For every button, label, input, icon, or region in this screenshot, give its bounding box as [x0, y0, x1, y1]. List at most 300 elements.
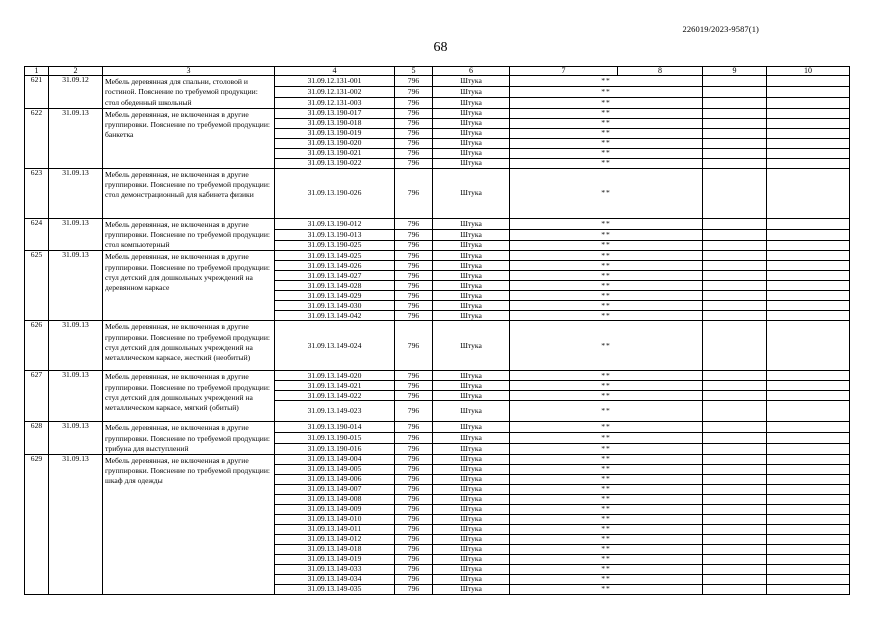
unit-name: Штука — [433, 585, 510, 595]
empty-cell — [703, 281, 767, 291]
mark-cell: ** — [510, 87, 703, 98]
okei-code: 796 — [395, 565, 433, 575]
empty-cell — [703, 433, 767, 444]
okpd-code: 31.09.12 — [49, 76, 103, 109]
empty-cell — [767, 465, 850, 475]
empty-cell — [703, 229, 767, 240]
column-header: 6 — [433, 67, 510, 76]
column-header: 8 — [618, 67, 703, 76]
okei-code: 796 — [395, 475, 433, 485]
empty-cell — [767, 565, 850, 575]
item-number: 628 — [25, 422, 49, 455]
empty-cell — [703, 485, 767, 495]
item-number: 624 — [25, 218, 49, 251]
empty-cell — [703, 545, 767, 555]
unit-name: Штука — [433, 475, 510, 485]
document-number: 226019/2023-9587(1) — [682, 24, 759, 34]
ktru-code: 31.09.13.190-017 — [275, 108, 395, 118]
unit-name: Штука — [433, 281, 510, 291]
empty-cell — [703, 422, 767, 433]
empty-cell — [767, 381, 850, 391]
column-header: 5 — [395, 67, 433, 76]
unit-name: Штука — [433, 76, 510, 87]
ktru-code: 31.09.13.149-034 — [275, 575, 395, 585]
okpd-code: 31.09.13 — [49, 218, 103, 251]
okpd-code: 31.09.13 — [49, 422, 103, 455]
page-number: 68 — [433, 40, 448, 55]
empty-cell — [703, 525, 767, 535]
empty-cell — [703, 138, 767, 148]
item-description: Мебель деревянная, не включенная в другие группировки. Пояснение по требуемой продукции: стол демонстрационный для кабинета физики — [103, 168, 275, 218]
empty-cell — [767, 391, 850, 401]
mark-cell: ** — [510, 108, 703, 118]
mark-cell: ** — [510, 391, 703, 401]
empty-cell — [767, 505, 850, 515]
mark-cell: ** — [510, 381, 703, 391]
okei-code: 796 — [395, 301, 433, 311]
ktru-code: 31.09.13.149-005 — [275, 465, 395, 475]
item-number: 627 — [25, 371, 49, 422]
okei-code: 796 — [395, 535, 433, 545]
ktru-code: 31.09.13.149-025 — [275, 251, 395, 261]
okpd-code: 31.09.13 — [49, 455, 103, 595]
mark-cell: ** — [510, 240, 703, 251]
ktru-code: 31.09.12.131-003 — [275, 97, 395, 108]
empty-cell — [703, 401, 767, 422]
empty-cell — [703, 495, 767, 505]
empty-cell — [703, 291, 767, 301]
okei-code: 796 — [395, 555, 433, 565]
unit-name: Штука — [433, 321, 510, 371]
okei-code: 796 — [395, 138, 433, 148]
ktru-code: 31.09.13.149-011 — [275, 525, 395, 535]
unit-name: Штука — [433, 87, 510, 98]
ktru-code: 31.09.13.149-030 — [275, 301, 395, 311]
empty-cell — [703, 240, 767, 251]
mark-cell: ** — [510, 433, 703, 444]
column-header: 4 — [275, 67, 395, 76]
okei-code: 796 — [395, 229, 433, 240]
okei-code: 796 — [395, 97, 433, 108]
ktru-code: 31.09.13.149-026 — [275, 261, 395, 271]
empty-cell — [767, 371, 850, 381]
okei-code: 796 — [395, 168, 433, 218]
mark-cell: ** — [510, 565, 703, 575]
item-number: 621 — [25, 76, 49, 109]
table-row — [25, 422, 850, 433]
mark-cell: ** — [510, 422, 703, 433]
okei-code: 796 — [395, 261, 433, 271]
mark-cell: ** — [510, 128, 703, 138]
okei-code: 796 — [395, 444, 433, 455]
unit-name: Штука — [433, 401, 510, 422]
unit-name: Штука — [433, 575, 510, 585]
empty-cell — [767, 229, 850, 240]
mark-cell: ** — [510, 465, 703, 475]
mark-cell: ** — [510, 545, 703, 555]
unit-name: Штука — [433, 455, 510, 465]
table-row — [25, 218, 850, 229]
mark-cell: ** — [510, 515, 703, 525]
okei-code: 796 — [395, 465, 433, 475]
empty-cell — [767, 218, 850, 229]
unit-name: Штука — [433, 465, 510, 475]
empty-cell — [703, 118, 767, 128]
okpd-code: 31.09.13 — [49, 321, 103, 371]
empty-cell — [703, 261, 767, 271]
empty-cell — [703, 585, 767, 595]
item-description: Мебель деревянная, не включенная в другие группировки. Пояснение по требуемой продукции: банкетка — [103, 108, 275, 168]
column-header: 9 — [703, 67, 767, 76]
okei-code: 796 — [395, 158, 433, 168]
empty-cell — [767, 291, 850, 301]
okei-code: 796 — [395, 321, 433, 371]
ktru-code: 31.09.13.149-020 — [275, 371, 395, 381]
table-row — [25, 108, 850, 118]
unit-name: Штука — [433, 565, 510, 575]
ktru-code: 31.09.13.149-023 — [275, 401, 395, 422]
mark-cell: ** — [510, 485, 703, 495]
table-row — [25, 76, 850, 87]
column-header: 1 — [25, 67, 49, 76]
item-number: 622 — [25, 108, 49, 168]
okei-code: 796 — [395, 108, 433, 118]
empty-cell — [703, 515, 767, 525]
ktru-code: 31.09.13.149-006 — [275, 475, 395, 485]
okei-code: 796 — [395, 371, 433, 381]
empty-cell — [767, 76, 850, 87]
empty-cell — [767, 485, 850, 495]
empty-cell — [703, 218, 767, 229]
unit-name: Штука — [433, 444, 510, 455]
item-number: 625 — [25, 251, 49, 321]
unit-name: Штука — [433, 422, 510, 433]
item-description: Мебель деревянная, не включенная в другие группировки. Пояснение по требуемой продукции: шкаф для одежды — [103, 455, 275, 595]
empty-cell — [703, 455, 767, 465]
ktru-code: 31.09.13.149-042 — [275, 311, 395, 321]
mark-cell: ** — [510, 371, 703, 381]
empty-cell — [767, 545, 850, 555]
table-row — [25, 371, 850, 381]
empty-cell — [703, 128, 767, 138]
empty-cell — [767, 433, 850, 444]
empty-cell — [767, 321, 850, 371]
mark-cell: ** — [510, 261, 703, 271]
unit-name: Штука — [433, 545, 510, 555]
okei-code: 796 — [395, 381, 433, 391]
okei-code: 796 — [395, 148, 433, 158]
item-description: Мебель деревянная, не включенная в другие группировки. Пояснение по требуемой продукции: стул детский для дошкольных учреждений на металлическом каркасе, мягкий (обитый) — [103, 371, 275, 422]
column-header: 10 — [767, 67, 850, 76]
unit-name: Штука — [433, 138, 510, 148]
ktru-code: 31.09.13.149-004 — [275, 455, 395, 465]
okei-code: 796 — [395, 87, 433, 98]
empty-cell — [767, 97, 850, 108]
empty-cell — [703, 97, 767, 108]
empty-cell — [767, 301, 850, 311]
empty-cell — [703, 465, 767, 475]
empty-cell — [703, 391, 767, 401]
mark-cell: ** — [510, 291, 703, 301]
unit-name: Штука — [433, 301, 510, 311]
ktru-code: 31.09.13.149-008 — [275, 495, 395, 505]
ktru-code: 31.09.13.190-026 — [275, 168, 395, 218]
empty-cell — [767, 87, 850, 98]
unit-name: Штука — [433, 128, 510, 138]
ktru-code: 31.09.13.190-015 — [275, 433, 395, 444]
empty-cell — [703, 475, 767, 485]
unit-name: Штука — [433, 218, 510, 229]
empty-cell — [703, 301, 767, 311]
okpd-code: 31.09.13 — [49, 108, 103, 168]
empty-cell — [767, 525, 850, 535]
mark-cell: ** — [510, 444, 703, 455]
empty-cell — [703, 444, 767, 455]
item-description: Мебель деревянная, не включенная в другие группировки. Пояснение по требуемой продукции: трибуна для выступлений — [103, 422, 275, 455]
empty-cell — [767, 148, 850, 158]
mark-cell: ** — [510, 168, 703, 218]
mark-cell: ** — [510, 118, 703, 128]
ktru-code: 31.09.13.190-018 — [275, 118, 395, 128]
ktru-code: 31.09.12.131-002 — [275, 87, 395, 98]
empty-cell — [703, 108, 767, 118]
ktru-code: 31.09.12.131-001 — [275, 76, 395, 87]
unit-name: Штука — [433, 168, 510, 218]
okpd-code: 31.09.13 — [49, 251, 103, 321]
column-header: 7 — [510, 67, 618, 76]
empty-cell — [767, 281, 850, 291]
okei-code: 796 — [395, 585, 433, 595]
empty-cell — [703, 168, 767, 218]
unit-name: Штука — [433, 391, 510, 401]
empty-cell — [767, 575, 850, 585]
mark-cell: ** — [510, 281, 703, 291]
okei-code: 796 — [395, 218, 433, 229]
mark-cell: ** — [510, 585, 703, 595]
mark-cell: ** — [510, 301, 703, 311]
empty-cell — [767, 555, 850, 565]
empty-cell — [703, 158, 767, 168]
column-header: 2 — [49, 67, 103, 76]
mark-cell: ** — [510, 138, 703, 148]
header-row — [25, 67, 850, 76]
ktru-code: 31.09.13.149-019 — [275, 555, 395, 565]
okei-code: 796 — [395, 281, 433, 291]
okei-code: 796 — [395, 128, 433, 138]
ktru-code: 31.09.13.190-012 — [275, 218, 395, 229]
empty-cell — [767, 118, 850, 128]
unit-name: Штука — [433, 485, 510, 495]
mark-cell: ** — [510, 475, 703, 485]
mark-cell: ** — [510, 311, 703, 321]
ktru-code: 31.09.13.190-021 — [275, 148, 395, 158]
table-row — [25, 455, 850, 465]
unit-name: Штука — [433, 555, 510, 565]
item-description: Мебель деревянная, не включенная в другие группировки. Пояснение по требуемой продукции: стол компьютерный — [103, 218, 275, 251]
ktru-code: 31.09.13.190-014 — [275, 422, 395, 433]
okei-code: 796 — [395, 505, 433, 515]
unit-name: Штука — [433, 271, 510, 281]
okpd-table — [24, 66, 850, 595]
ktru-code: 31.09.13.190-022 — [275, 158, 395, 168]
empty-cell — [767, 251, 850, 261]
okei-code: 796 — [395, 271, 433, 281]
unit-name: Штука — [433, 291, 510, 301]
item-description: Мебель деревянная, не включенная в другие группировки. Пояснение по требуемой продукции: стул детский для дошкольных учреждений на металлическом каркасе, жесткий (необитый) — [103, 321, 275, 371]
empty-cell — [767, 138, 850, 148]
item-description: Мебель деревянная для спальни, столовой и гостиной. Пояснение по требуемой продукции: стол обеденный школьный — [103, 76, 275, 109]
ktru-code: 31.09.13.149-033 — [275, 565, 395, 575]
okpd-code: 31.09.13 — [49, 168, 103, 218]
table-body — [25, 76, 850, 595]
mark-cell: ** — [510, 575, 703, 585]
mark-cell: ** — [510, 271, 703, 281]
ktru-code: 31.09.13.149-022 — [275, 391, 395, 401]
unit-name: Штука — [433, 261, 510, 271]
unit-name: Штука — [433, 251, 510, 261]
empty-cell — [767, 401, 850, 422]
empty-cell — [703, 87, 767, 98]
okei-code: 796 — [395, 515, 433, 525]
unit-name: Штука — [433, 433, 510, 444]
okpd-code: 31.09.13 — [49, 371, 103, 422]
okei-code: 796 — [395, 495, 433, 505]
unit-name: Штука — [433, 371, 510, 381]
empty-cell — [767, 444, 850, 455]
okei-code: 796 — [395, 401, 433, 422]
unit-name: Штука — [433, 148, 510, 158]
empty-cell — [767, 108, 850, 118]
item-number: 626 — [25, 321, 49, 371]
empty-cell — [767, 158, 850, 168]
ktru-code: 31.09.13.149-024 — [275, 321, 395, 371]
mark-cell: ** — [510, 148, 703, 158]
okei-code: 796 — [395, 291, 433, 301]
unit-name: Штука — [433, 311, 510, 321]
empty-cell — [767, 128, 850, 138]
mark-cell: ** — [510, 97, 703, 108]
table-row — [25, 321, 850, 371]
okei-code: 796 — [395, 311, 433, 321]
mark-cell: ** — [510, 158, 703, 168]
empty-cell — [703, 321, 767, 371]
empty-cell — [703, 565, 767, 575]
okei-code: 796 — [395, 525, 433, 535]
mark-cell: ** — [510, 535, 703, 545]
unit-name: Штука — [433, 505, 510, 515]
empty-cell — [767, 515, 850, 525]
item-description: Мебель деревянная, не включенная в другие группировки. Пояснение по требуемой продукции: стул детский для дошкольных учреждений на деревянном каркасе — [103, 251, 275, 321]
unit-name: Штука — [433, 381, 510, 391]
mark-cell: ** — [510, 555, 703, 565]
table-row — [25, 168, 850, 218]
mark-cell: ** — [510, 76, 703, 87]
ktru-code: 31.09.13.149-007 — [275, 485, 395, 495]
empty-cell — [703, 148, 767, 158]
item-number: 629 — [25, 455, 49, 595]
okei-code: 796 — [395, 118, 433, 128]
ktru-code: 31.09.13.190-013 — [275, 229, 395, 240]
okei-code: 796 — [395, 433, 433, 444]
mark-cell: ** — [510, 525, 703, 535]
empty-cell — [767, 168, 850, 218]
empty-cell — [767, 311, 850, 321]
ktru-code: 31.09.13.149-021 — [275, 381, 395, 391]
empty-cell — [703, 535, 767, 545]
okei-code: 796 — [395, 455, 433, 465]
empty-cell — [767, 422, 850, 433]
ktru-code: 31.09.13.149-018 — [275, 545, 395, 555]
empty-cell — [703, 381, 767, 391]
empty-cell — [767, 240, 850, 251]
mark-cell: ** — [510, 495, 703, 505]
ktru-code: 31.09.13.149-028 — [275, 281, 395, 291]
empty-cell — [703, 271, 767, 281]
item-number: 623 — [25, 168, 49, 218]
okei-code: 796 — [395, 422, 433, 433]
unit-name: Штука — [433, 515, 510, 525]
empty-cell — [767, 455, 850, 465]
okei-code: 796 — [395, 76, 433, 87]
unit-name: Штука — [433, 525, 510, 535]
empty-cell — [703, 76, 767, 87]
empty-cell — [767, 475, 850, 485]
okei-code: 796 — [395, 240, 433, 251]
mark-cell: ** — [510, 455, 703, 465]
okei-code: 796 — [395, 575, 433, 585]
empty-cell — [767, 261, 850, 271]
unit-name: Штука — [433, 158, 510, 168]
ktru-code: 31.09.13.149-009 — [275, 505, 395, 515]
okei-code: 796 — [395, 251, 433, 261]
unit-name: Штука — [433, 495, 510, 505]
empty-cell — [703, 505, 767, 515]
empty-cell — [767, 535, 850, 545]
mark-cell: ** — [510, 251, 703, 261]
unit-name: Штука — [433, 97, 510, 108]
ktru-code: 31.09.13.190-025 — [275, 240, 395, 251]
unit-name: Штука — [433, 240, 510, 251]
empty-cell — [767, 271, 850, 281]
ktru-code: 31.09.13.149-012 — [275, 535, 395, 545]
empty-cell — [767, 585, 850, 595]
unit-name: Штука — [433, 535, 510, 545]
empty-cell — [703, 575, 767, 585]
empty-cell — [703, 555, 767, 565]
empty-cell — [703, 251, 767, 261]
unit-name: Штука — [433, 229, 510, 240]
mark-cell: ** — [510, 401, 703, 422]
ktru-code: 31.09.13.149-027 — [275, 271, 395, 281]
mark-cell: ** — [510, 321, 703, 371]
mark-cell: ** — [510, 505, 703, 515]
ktru-code: 31.09.13.149-010 — [275, 515, 395, 525]
ktru-code: 31.09.13.149-035 — [275, 585, 395, 595]
okei-code: 796 — [395, 485, 433, 495]
empty-cell — [703, 311, 767, 321]
empty-cell — [703, 371, 767, 381]
column-header: 3 — [103, 67, 275, 76]
empty-cell — [767, 495, 850, 505]
okei-code: 796 — [395, 391, 433, 401]
table-row — [25, 251, 850, 261]
unit-name: Штука — [433, 108, 510, 118]
mark-cell: ** — [510, 229, 703, 240]
ktru-code: 31.09.13.190-020 — [275, 138, 395, 148]
unit-name: Штука — [433, 118, 510, 128]
okei-code: 796 — [395, 545, 433, 555]
mark-cell: ** — [510, 218, 703, 229]
